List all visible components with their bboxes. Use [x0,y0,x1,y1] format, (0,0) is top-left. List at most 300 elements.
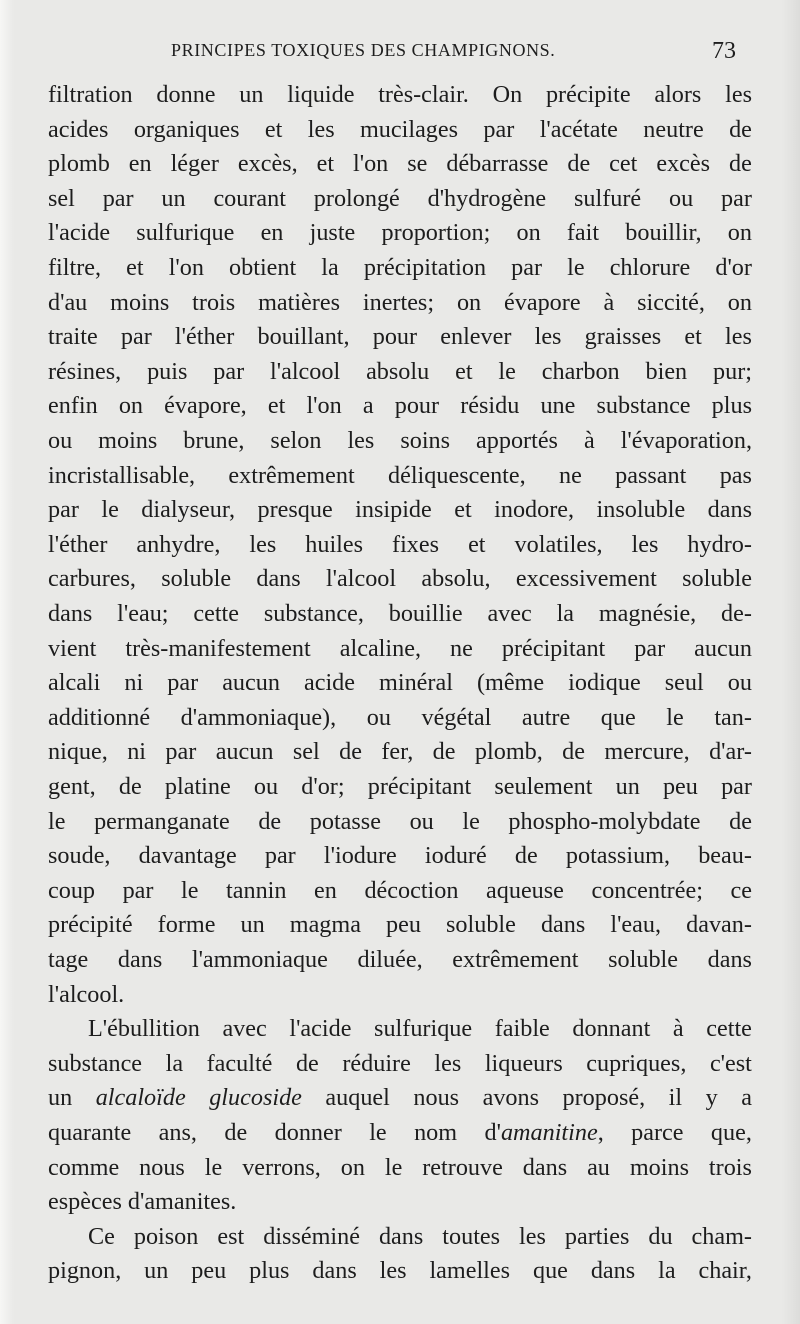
word [48,735,108,769]
word-text: carbures, [48,565,136,593]
word [310,805,381,839]
word-text: au [587,1153,610,1181]
word-text: à [583,427,595,454]
word-text: l'acide [48,219,111,247]
word [207,1047,273,1081]
word [192,286,235,320]
word [615,459,686,493]
word [364,251,486,285]
word-text: chlorure [609,254,691,281]
word [728,216,752,250]
word-text: soude, [48,842,111,870]
word [165,735,196,769]
word-text: se [407,150,428,178]
word-text: y [705,1084,718,1112]
word-text: les [519,1222,546,1250]
word [712,389,752,423]
word [646,355,688,389]
word [249,528,276,562]
word-text: l'acétate [539,115,618,143]
word-text: précipitation [363,254,487,281]
word-text: dans [48,600,93,627]
word [290,908,361,942]
word-text: tannin [226,876,287,904]
word [48,701,150,735]
word [541,908,585,942]
word [546,78,631,112]
word [565,1220,629,1254]
word-text: graisses [584,323,662,351]
word-text: cupriques, [586,1049,687,1077]
word-text: et [264,115,283,143]
word [139,839,237,873]
word-text: matières [258,288,340,316]
word [144,1254,168,1288]
word [604,735,689,769]
text-line [88,1012,752,1046]
word [522,701,570,735]
word-text: ou [48,427,73,454]
word [422,1151,503,1185]
word-text: incristallisable, [48,461,196,489]
word [134,113,240,147]
word-text: et [126,254,144,281]
word-text: ou [668,184,694,212]
text-line [48,78,752,112]
word-text: de [729,807,752,835]
word-text: les [379,1257,407,1285]
word-text: et [684,323,702,351]
word [658,1254,675,1288]
word-text: dans [707,496,752,524]
word [296,1047,319,1081]
word [128,1185,236,1219]
word-text: a [362,392,374,420]
word [621,424,752,458]
word-text: pour [394,392,440,420]
word [48,943,88,977]
word-text: précipitant [501,634,606,662]
text-line [48,735,752,769]
word [324,839,397,873]
word-text: davan- [686,911,752,939]
word [388,459,526,493]
word [48,459,195,493]
word-text: poison [133,1222,199,1250]
word-text: Ce [88,1222,115,1250]
word-text: nique, [48,738,108,766]
word-text: par [721,773,752,800]
word-text: hydro- [687,530,752,558]
word-text: un [239,81,264,108]
word-text: diluée, [357,946,423,973]
word-text: un [240,911,265,939]
word [495,1012,550,1046]
word [360,113,458,147]
word [566,839,670,873]
word [421,562,490,596]
word [433,735,456,769]
word [48,1116,131,1150]
word [475,735,543,769]
word [363,286,434,320]
word [228,459,354,493]
word-text: absolu, [421,565,491,593]
word-text: toutes [442,1222,501,1250]
word-text: l'alcool [325,565,397,593]
word [264,597,364,631]
word-text: inodore, [494,496,575,524]
word [485,1116,604,1150]
word-text: dans [540,911,586,939]
word [48,1254,121,1288]
word [669,182,693,216]
word [542,355,620,389]
text-line [48,805,752,839]
word [540,113,618,147]
word [48,839,110,873]
word-text: magnésie, [598,600,697,627]
word-text: léger [170,150,219,178]
word [369,1116,386,1150]
word [164,389,247,423]
word [209,1081,302,1115]
word [304,666,355,700]
text-line [48,632,752,666]
word-text: davantage [138,842,237,870]
word-text: le [567,254,585,281]
word [275,1116,342,1150]
word [457,286,481,320]
text-line [48,182,752,216]
word-text: par [213,357,245,385]
running-head [0,38,800,68]
word [663,770,698,804]
word [314,182,400,216]
word [193,597,239,631]
word [487,597,531,631]
word [364,874,458,908]
word-text: gent, [48,773,96,800]
word-text: par [165,738,197,766]
word [119,389,143,423]
word-text: ou [253,773,279,800]
word [706,1081,718,1115]
word-text: pignon, [48,1257,122,1285]
text-line [48,978,752,1012]
word-text: sel [292,738,320,766]
word [161,562,231,596]
word [123,874,154,908]
word-text: soluble [682,565,752,593]
text-line [48,874,752,908]
word [48,666,100,700]
italic-text: amanitine [500,1119,598,1146]
word-text: excès [656,150,711,178]
word [98,424,157,458]
word [523,1151,567,1185]
word-text: filtre, [48,254,102,281]
text-line [88,1220,752,1254]
word-text: c'est [709,1049,752,1077]
word [728,286,752,320]
word [48,320,98,354]
word [654,78,701,112]
word [101,493,118,527]
word-text: l'alcool. [48,980,125,1008]
word-text: nous [413,1084,460,1112]
word-text: trois [192,288,236,316]
word-text: et [455,357,473,385]
word [339,735,362,769]
word-text: l'alcool [270,357,341,385]
word-text: l'éther [48,530,108,558]
word [110,286,169,320]
word [169,251,204,285]
word [265,113,282,147]
word-text: faculté [206,1049,273,1077]
word-text: d'au [48,288,88,316]
word-text: , [597,1119,604,1146]
word-text: sulfuré [573,184,642,212]
word [363,389,374,423]
word [460,389,519,423]
word [48,389,98,423]
word-text: coup [48,876,96,904]
word-text: forme [157,911,216,939]
word-text: sulfurique [374,1015,473,1043]
word-text: a [741,1084,752,1112]
word [126,251,143,285]
word-text: ans, [158,1119,197,1146]
word [648,1220,672,1254]
word-text: alors [654,81,702,108]
word-text: soluble [608,946,678,973]
word [48,908,133,942]
word-text: ne [559,461,582,489]
word [366,355,429,389]
word [341,1151,365,1185]
word-text: nous [139,1153,185,1181]
word [385,1151,402,1185]
word [516,562,657,596]
word [494,770,592,804]
word [310,216,356,250]
word [568,666,641,700]
word-text: mercure, [604,738,690,766]
word-text: selon [270,427,322,454]
word-text: une [540,392,576,420]
word [205,1151,222,1185]
word-text: ne [450,634,473,662]
word [239,78,263,112]
word-text: proposé, [562,1084,646,1112]
word [562,735,585,769]
word [258,320,350,354]
word-text: à [603,288,615,316]
word-text: fait [566,219,600,247]
word [118,943,162,977]
word-text: acides [48,115,109,143]
word [389,597,463,631]
word-text: le [498,357,516,385]
word-text: de [432,738,456,766]
word [357,943,422,977]
word [400,424,450,458]
word [88,1220,115,1254]
word-text: l'ammoniaque [191,946,328,973]
word [609,147,637,181]
word-text: d'or [715,254,752,281]
word [429,1254,510,1288]
word-text: On [492,81,523,108]
word [535,320,562,354]
word-text: de [339,738,362,766]
word [656,147,710,181]
word-text: avec [487,600,532,627]
word [48,113,108,147]
word [48,286,87,320]
word [730,874,751,908]
word [686,908,752,942]
word [632,528,659,562]
word-text: les [725,81,752,108]
word-text: l'iodure [323,842,397,870]
word [129,147,152,181]
word [156,78,215,112]
word-text: seulement [494,773,593,800]
word-text: on [340,1153,365,1181]
word [515,528,603,562]
word-text: quarante [48,1119,132,1146]
word-text: bouillant, [257,323,350,351]
word-text: de [567,150,591,178]
word-text: par [120,323,152,351]
word [301,770,344,804]
word-text: extrêmement [452,946,579,973]
word-text: avons [482,1084,540,1112]
word [673,1012,684,1046]
word [498,355,515,389]
word-text: par [721,184,752,212]
word-text: potassium, [565,842,671,870]
word [326,562,396,596]
text-line [48,216,752,250]
word-text: l'eau; [117,600,169,627]
word [96,1081,186,1115]
word [574,182,641,216]
word [425,839,487,873]
word [721,770,752,804]
word [729,113,752,147]
word [379,1220,423,1254]
word [721,597,752,631]
word-text: peu [191,1257,227,1285]
word [608,943,678,977]
word-text: le [204,1153,223,1181]
word-text: précipite [545,81,631,108]
word [728,666,752,700]
word [226,874,286,908]
word-text: ni [124,669,144,697]
word [367,701,391,735]
word-text: de [514,842,538,870]
word [136,216,234,250]
word-text: de [295,1049,319,1077]
word-text: tan- [714,703,752,731]
word [213,355,244,389]
word-text: nom [414,1119,458,1146]
word-text: on [118,392,144,420]
text-line [48,528,752,562]
word-text: est [217,1222,245,1250]
word [181,874,198,908]
word [48,251,101,285]
word [462,805,479,839]
word [725,320,752,354]
text-line [48,355,752,389]
word [511,251,542,285]
word-text: de- [721,600,752,627]
word-text: dans [590,1257,636,1285]
word [306,389,341,423]
word-text: les [347,427,375,454]
word [229,251,296,285]
word-text: les [725,323,752,351]
word-text: substance [48,1049,143,1077]
word [261,216,284,250]
word [698,1254,751,1288]
word [355,493,432,527]
text-line [48,424,752,458]
word-text: L'ébullition [88,1015,200,1043]
word-text: plus [711,392,752,420]
text-line [48,147,752,181]
word-text: aqueuse [486,876,564,904]
word [103,182,134,216]
word-text: la [556,600,575,627]
text-line [48,286,752,320]
word-text: le [462,807,480,835]
word-text: autre [521,703,571,731]
word [515,839,538,873]
word [308,113,335,147]
word [249,1254,289,1288]
word-text: brune, [183,427,245,454]
word-text: phospho-molybdate [508,807,701,835]
word-text: un [615,773,640,800]
word-text: substance, [263,600,364,627]
word [567,216,599,250]
word-text: en [128,150,152,178]
word [446,147,548,181]
word [347,424,374,458]
word [159,1116,197,1150]
word-text: que [532,1257,568,1285]
word-text: soluble [161,565,232,593]
word-text: pas [719,461,752,489]
word [48,805,65,839]
word [88,1012,200,1046]
text-line [48,701,752,735]
word [263,1220,360,1254]
word [483,113,514,147]
word [708,943,752,977]
word-text: tage [48,946,89,973]
word [48,355,121,389]
word-text: bouillir, [625,219,702,247]
word [268,389,285,423]
